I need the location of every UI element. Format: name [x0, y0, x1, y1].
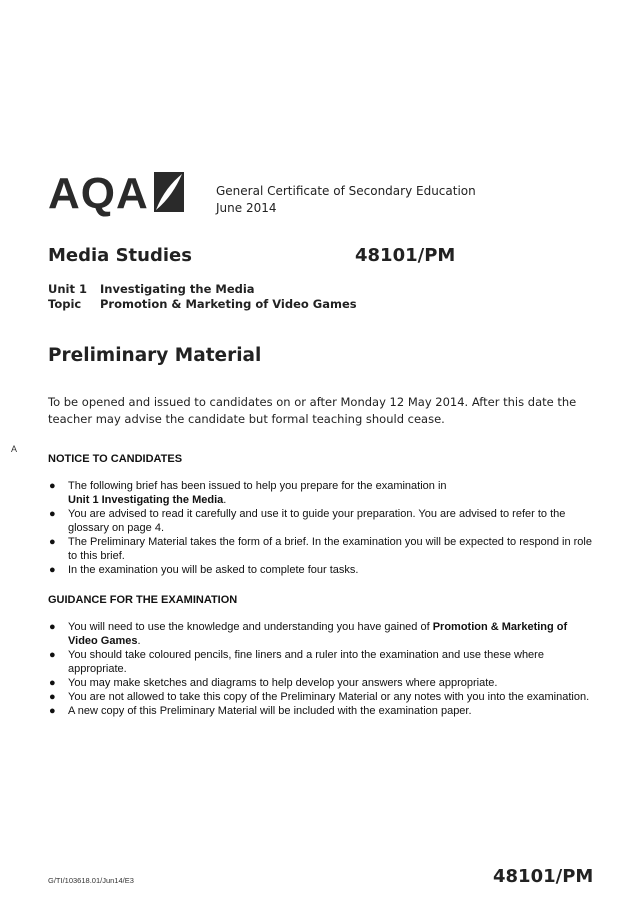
list-item: ● You are not allowed to take this copy of the Preliminary Material or any notes with you into the examination. — [49, 691, 590, 703]
notice-list — [48, 479, 593, 577]
exam-session: June 2014 — [216, 201, 277, 215]
list-item: ● The Preliminary Material takes the form of a brief. In the examination you will be expected to respond in role to this brief. — [49, 536, 592, 562]
qualification-title: General Certificate of Secondary Education — [216, 184, 476, 198]
footer-reference: G/TI/103618.01/Jun14/E3 — [48, 876, 134, 885]
list-item: ● A new copy of this Preliminary Material will be included with the examination paper. — [49, 705, 472, 717]
intro-text: To be opened and issued to candidates on or after Monday 12 May 2014. After this date the teacher may advise the candidate but formal teaching should cease. — [48, 395, 577, 426]
list-item: ● You will need to use the knowledge and understanding you have gained of Promotion & Marketing of Video Games. — [49, 621, 568, 647]
list-item: ● In the examination you will be asked to complete four tasks. — [49, 564, 359, 576]
section-title: Preliminary Material — [48, 345, 262, 366]
topic-label: Topic — [48, 297, 82, 311]
qualification-info — [216, 183, 476, 217]
list-item: ● You may make sketches and diagrams to help develop your answers where appropriate. — [49, 677, 498, 689]
paper-code: 48101/PM — [355, 245, 456, 266]
subject-title: Media Studies — [48, 245, 192, 266]
unit-topic-block — [48, 282, 357, 312]
list-item: ● You are advised to read it carefully and use it to guide your preparation. You are advised to refer to the glossary on page 4. — [49, 508, 566, 534]
guidance-heading: GUIDANCE FOR THE EXAMINATION — [48, 594, 238, 606]
guidance-list — [48, 620, 593, 718]
topic-row — [48, 297, 357, 312]
list-item: ● You should take coloured pencils, fine liners and a ruler into the examination and use these where appropriate. — [49, 649, 544, 675]
unit-row — [48, 282, 357, 297]
footer-paper-code: 48101/PM — [493, 866, 594, 887]
logo-text: AQA — [48, 169, 149, 218]
aqa-logo — [48, 169, 188, 222]
notice-heading: NOTICE TO CANDIDATES — [48, 453, 183, 465]
topic-value: Promotion & Marketing of Video Games — [100, 297, 357, 311]
unit-value: Investigating the Media — [100, 282, 255, 296]
margin-mark: A — [11, 444, 18, 454]
unit-label: Unit 1 — [48, 282, 87, 296]
leaf-logo-icon — [150, 170, 186, 214]
list-item: ● The following brief has been issued to help you prepare for the examination in Unit 1 Investigating the Media. — [49, 480, 447, 506]
